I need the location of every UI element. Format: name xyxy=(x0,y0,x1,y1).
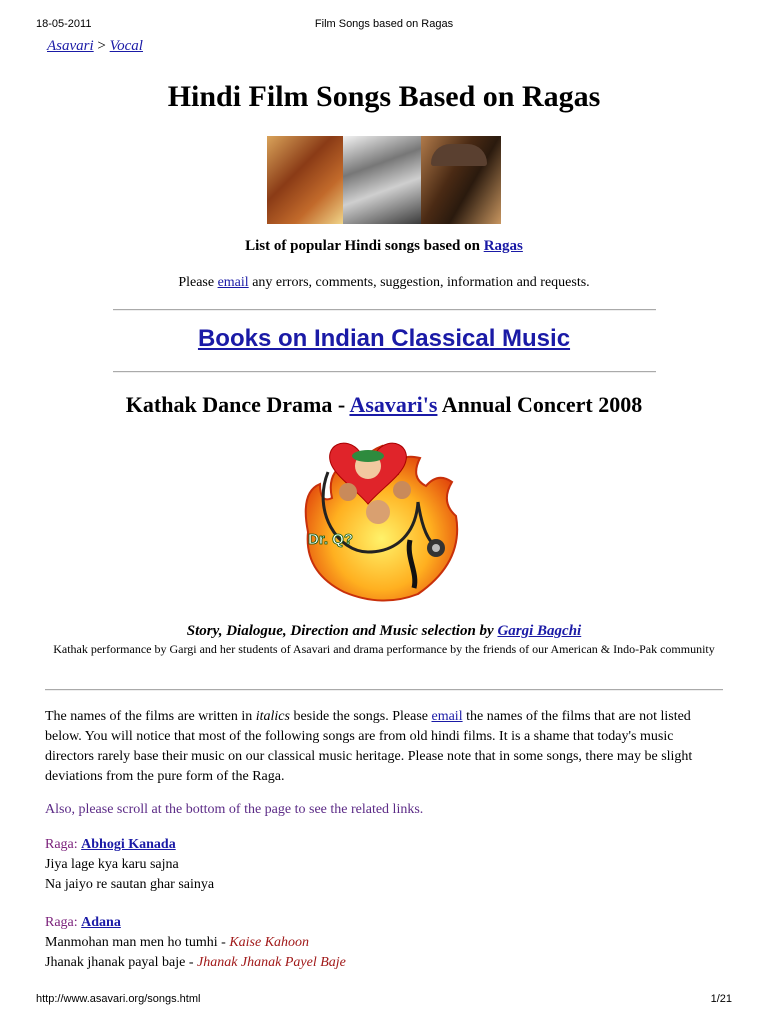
divider-top xyxy=(113,309,656,311)
film-name: Kaise Kahoon xyxy=(229,935,310,950)
intro-part3: the names of the films that are not listed below. You will notice that most of the following songs are from old hindi films. It is a shame that today's music directors rarely base their music on our classical music heritage. Please note that in some songs, there may be slight deviations from the pure form of the Raga. xyxy=(45,709,693,784)
intro-email-link[interactable]: email xyxy=(431,709,463,724)
intro-paragraph xyxy=(45,707,725,787)
email-line-suffix: any errors, comments, suggestion, information and requests. xyxy=(252,275,590,290)
breadcrumb-separator: > xyxy=(97,38,106,54)
divider-books xyxy=(113,371,656,373)
film-name: Jhanak Jhanak Payel Baje xyxy=(197,955,346,970)
performance-note: Kathak performance by Gargi and her students of Asavari and drama performance by the friends of our American & Indo-Pak community xyxy=(53,642,715,656)
kathak-prefix: Kathak Dance Drama - xyxy=(125,392,346,417)
print-date: 18-05-2011 xyxy=(36,18,92,30)
dr-q-logo xyxy=(298,432,466,604)
email-request-line xyxy=(0,275,768,291)
print-page-number: 1/21 xyxy=(710,993,732,1005)
intro-part1: The names of the films are written in xyxy=(45,709,253,724)
email-link[interactable]: email xyxy=(217,275,249,290)
breadcrumb-home-link[interactable]: Asavari xyxy=(47,38,94,54)
song-title: Jiya lage kya karu sajna xyxy=(45,857,179,872)
singer-photo-1 xyxy=(267,136,343,224)
print-page-title: Film Songs based on Ragas xyxy=(314,18,454,30)
gargi-bagchi-link[interactable]: Gargi Bagchi xyxy=(497,623,582,639)
intro-part2: beside the songs. Please xyxy=(293,709,428,724)
breadcrumb-current-link[interactable]: Vocal xyxy=(109,38,143,54)
scroll-note: Also, please scroll at the bottom of the page to see the related links. xyxy=(45,802,424,817)
raga-label: Raga: xyxy=(45,915,78,930)
breadcrumb xyxy=(47,38,143,55)
books-link[interactable]: Books on Indian Classical Music xyxy=(197,325,571,352)
email-line-prefix: Please xyxy=(178,275,215,290)
raga-link-abhogi-kanada[interactable]: Abhogi Kanada xyxy=(81,837,176,852)
singer-photo-3 xyxy=(421,136,501,224)
header-photo-strip xyxy=(267,136,501,224)
intro-italic: italics xyxy=(255,709,290,724)
asavari-link[interactable]: Asavari's xyxy=(349,392,438,417)
song-title: Jhanak jhanak payal baje - xyxy=(45,955,194,970)
kathak-suffix: Annual Concert 2008 xyxy=(441,392,643,417)
list-subtitle xyxy=(0,238,768,255)
raga-link-adana[interactable]: Adana xyxy=(81,915,121,930)
credits-line xyxy=(0,623,768,640)
books-section xyxy=(0,325,768,353)
logo-text: Dr. Q? xyxy=(308,531,354,548)
subtitle-text: List of popular Hindi songs based on xyxy=(245,238,480,254)
song-title: Na jaiyo re sautan ghar sainya xyxy=(45,877,215,892)
raga-entry xyxy=(45,835,725,895)
singer-photo-2 xyxy=(343,136,421,224)
credits-text: Story, Dialogue, Direction and Music selection by xyxy=(186,623,494,639)
print-url: http://www.asavari.org/songs.html xyxy=(36,993,201,1005)
song-row xyxy=(45,933,725,953)
ragas-link[interactable]: Ragas xyxy=(483,238,523,254)
song-title: Manmohan man men ho tumhi - xyxy=(45,935,226,950)
song-row xyxy=(45,953,725,973)
page-title: Hindi Film Songs Based on Ragas xyxy=(167,80,601,113)
divider-intro xyxy=(45,689,723,691)
kathak-heading xyxy=(0,392,768,418)
raga-entry xyxy=(45,913,725,973)
raga-label: Raga: xyxy=(45,837,78,852)
print-header xyxy=(0,18,768,32)
